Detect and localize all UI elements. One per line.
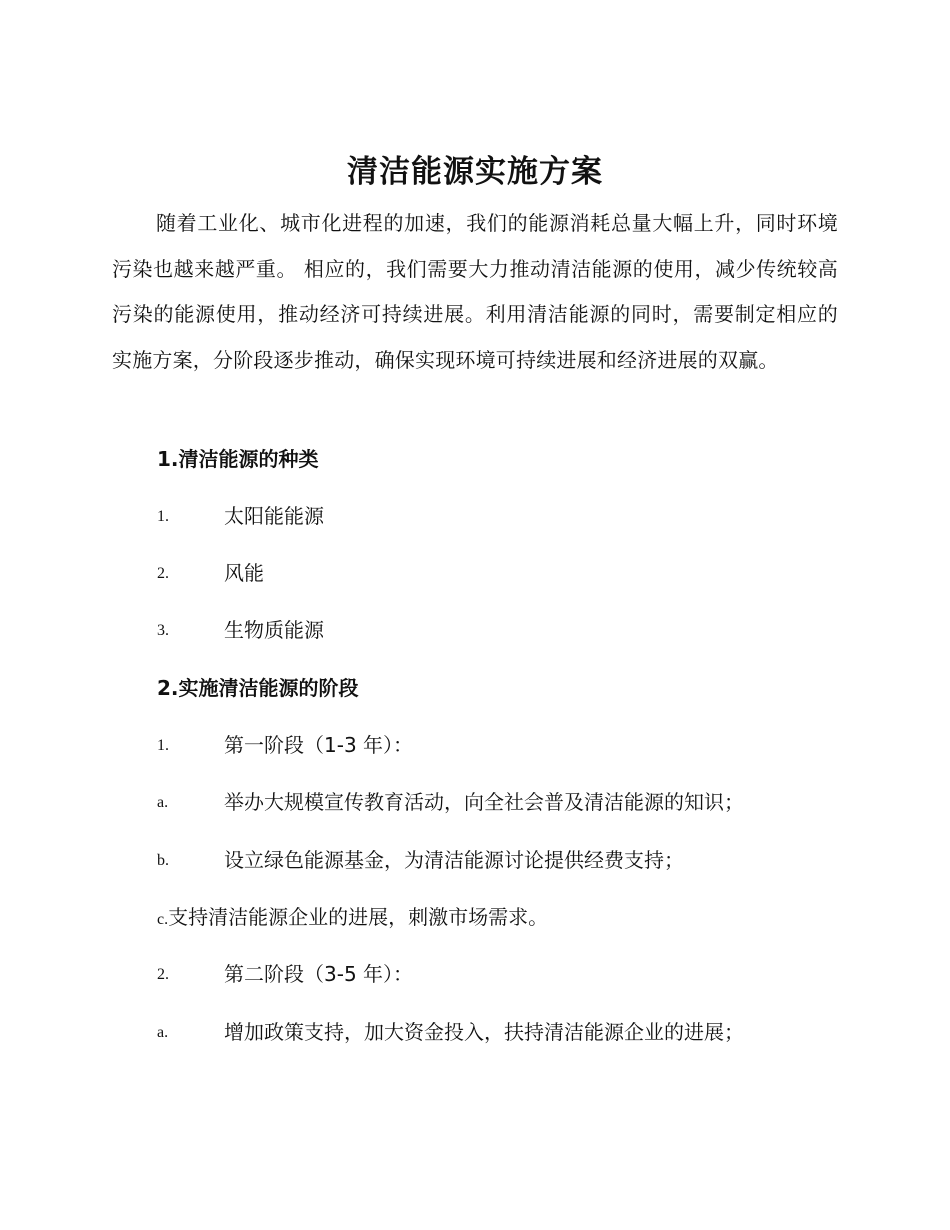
list-marker: a. <box>157 1024 169 1041</box>
list-item-text: 第二阶段（3-5 年）： <box>224 962 414 986</box>
list-item-text: 支持清洁能源企业的进展，刺激市场需求。 <box>168 905 549 929</box>
list-item-text: 生物质能源 <box>224 618 324 642</box>
list-marker: c. <box>157 911 169 928</box>
list-item-text: 风能 <box>224 561 264 585</box>
list-item-text: 举办大规模宣传教育活动，向全社会普及清洁能源的知识； <box>224 790 744 814</box>
intro-paragraph: 随着工业化、城市化进程的加速，我们的能源消耗总量大幅上升，同时环境污染也越来越严重。 相应的，我们需要大力推动清洁能源的使用，减少传统较高污染的能源使用，推动经济可持续进展。利用清洁能源的同时，需要制定相应的实施方案，分阶段逐步推动，确保实现环境可持续进展和经济进展的双赢。 <box>112 211 838 372</box>
section2-heading: 2.实施清洁能源的阶段 <box>157 676 359 700</box>
list-marker: 3. <box>157 622 169 639</box>
list-marker: 1. <box>157 737 169 754</box>
list-marker: b. <box>157 852 169 869</box>
section1-heading: 1.清洁能源的种类 <box>157 447 319 471</box>
list-marker: 2. <box>157 565 169 582</box>
document-title: 清洁能源实施方案 <box>347 154 603 190</box>
list-item-text: 设立绿色能源基金，为清洁能源讨论提供经费支持； <box>224 848 684 872</box>
list-marker: 1. <box>157 508 169 525</box>
list-item-text: 增加政策支持，加大资金投入，扶持清洁能源企业的进展； <box>224 1020 744 1044</box>
list-marker: a. <box>157 794 169 811</box>
list-item-text: 太阳能能源 <box>224 504 324 528</box>
list-item-text: 第一阶段（1-3 年）： <box>224 733 414 757</box>
list-marker: 2. <box>157 966 169 983</box>
sub-list-item-inline <box>157 902 548 935</box>
